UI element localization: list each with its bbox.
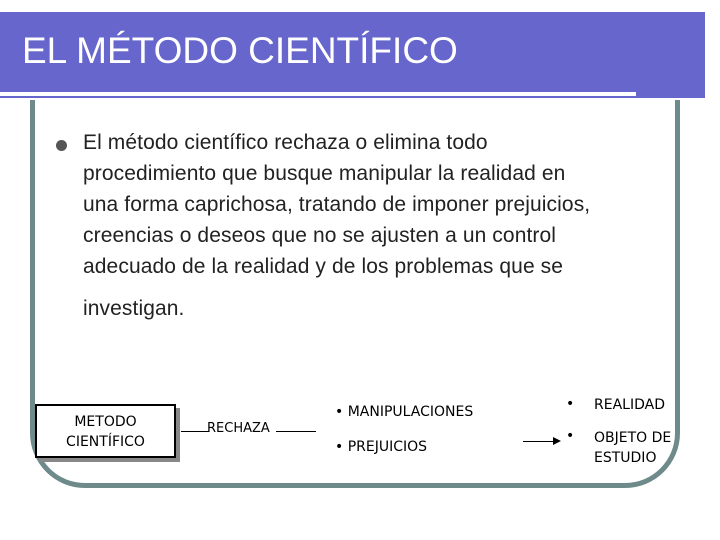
objeto-line-2: ESTUDIO — [594, 450, 657, 466]
bullet-dot-icon — [56, 140, 67, 151]
right-bullet-icon: • — [566, 428, 575, 444]
bullet-line: una forma caprichosa, tratando de imponer prejuicios, — [83, 193, 591, 216]
connector-line-mid — [276, 431, 316, 432]
box-line-2: CIENTÍFICO — [66, 434, 145, 450]
bullet-line: investigan. — [83, 297, 185, 320]
title-underline — [0, 92, 636, 96]
metodo-cientifico-box — [35, 404, 176, 458]
bullet-line: creencias o deseos que no se ajusten a un control — [83, 224, 557, 247]
bullet-line: El método científico rechaza o elimina todo — [83, 131, 488, 154]
objeto-line-1: OBJETO DE — [594, 430, 672, 446]
manipulaciones-item: • MANIPULACIONES — [335, 404, 474, 420]
arrow-line — [523, 441, 555, 442]
realidad-item: REALIDAD — [594, 397, 665, 413]
rechaza-label: RECHAZA — [207, 421, 270, 436]
bullet-paragraph — [83, 127, 673, 324]
bullet-line: procedimiento que busque manipular la realidad en — [83, 162, 566, 185]
arrow-right-icon — [553, 437, 561, 445]
objeto-estudio-item — [594, 428, 671, 468]
slide-title: EL MÉTODO CIENTÍFICO — [22, 30, 458, 71]
bullet-line: adecuado de la realidad y de los problemas que se — [83, 255, 564, 278]
prejuicios-item: • PREJUICIOS — [335, 439, 428, 455]
box-line-1: METODO — [74, 414, 137, 430]
connector-line-left — [181, 431, 209, 432]
right-bullet-icon: • — [566, 396, 575, 412]
